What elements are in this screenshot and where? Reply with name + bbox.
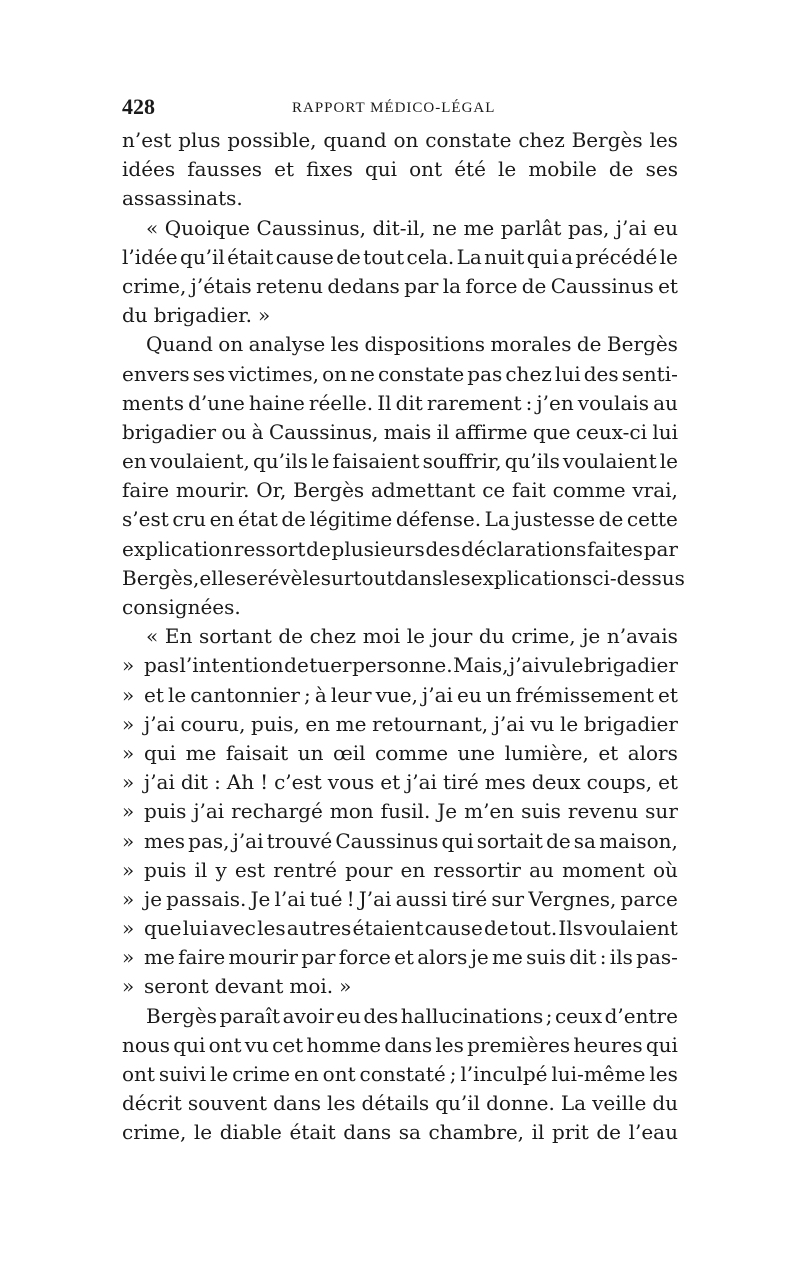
text-line: crime, le diable était dans sa chambre, il prit de l’eau bbox=[122, 1120, 678, 1145]
text-line: » j’ai dit : Ah ! c’est vous et j’ai tiré mes deux coups, et bbox=[122, 770, 678, 795]
text-line: » et le cantonnier ; à leur vue, j’ai eu un frémissement et bbox=[122, 682, 678, 707]
text-line: » seront devant moi. » bbox=[122, 974, 352, 999]
text-line: du brigadier. » bbox=[122, 303, 271, 328]
text-line: » pas l’intention de tuer personne. Mais, j’ai vu le brigadier bbox=[122, 653, 678, 678]
text-line: assassinats. bbox=[122, 186, 243, 211]
body-text bbox=[122, 126, 685, 1148]
text-line: s’est cru en état de légitime défense. La justesse de cette bbox=[122, 507, 678, 532]
text-line: n’est plus possible, quand on constate chez Bergès les bbox=[122, 128, 678, 152]
text-line: » puis il y est rentré pour en ressortir au moment où bbox=[122, 857, 678, 882]
text-line: « Quoique Caussinus, dit-il, ne me parlât pas, j’ai eu bbox=[146, 215, 678, 240]
text-line: » je passais. Je l’ai tué ! J’ai aussi tiré sur Vergnes, parce bbox=[122, 886, 678, 911]
text-line: idées fausses et fixes qui ont été le mobile de ses bbox=[122, 157, 678, 182]
page-header bbox=[122, 94, 678, 122]
text-line: » me faire mourir par force et alors je me suis dit : ils pas- bbox=[122, 945, 678, 970]
text-line: ont suivi le crime en ont constaté ; l’inculpé lui-même les bbox=[122, 1062, 678, 1086]
text-line: ments d’une haine réelle. Il dit rarement : j’en voulais au bbox=[122, 390, 678, 415]
text-line: Quand on analyse les dispositions morales de Bergès bbox=[146, 332, 678, 357]
text-line: explication ressort de plusieurs des déclarations faites par bbox=[122, 536, 678, 561]
page-number: 428 bbox=[122, 94, 155, 119]
text-line: Bergès, elle se révèle surtout dans les explications ci-dessus bbox=[122, 565, 685, 590]
text-line: décrit souvent dans les détails qu’il donne. La veille du bbox=[122, 1091, 678, 1116]
text-line: consignées. bbox=[122, 595, 241, 619]
text-line: en voulaient, qu’ils le faisaient souffrir, qu’ils voulaient le bbox=[122, 449, 678, 474]
text-line: » mes pas, j’ai trouvé Caussinus qui sortait de sa maison, bbox=[122, 828, 678, 853]
text-line: » que lui avec les autres étaient cause de tout. Ils voulaient bbox=[122, 916, 678, 941]
text-line: » qui me faisait un œil comme une lumière, et alors bbox=[122, 740, 678, 765]
text-line: envers ses victimes, on ne constate pas chez lui des senti- bbox=[122, 361, 678, 386]
text-line: brigadier ou à Caussinus, mais il affirme que ceux-ci lui bbox=[122, 419, 678, 444]
running-head: RAPPORT MÉDICO-LÉGAL bbox=[292, 100, 496, 116]
text-line: Bergès paraît avoir eu des hallucinations ; ceux d’entre bbox=[146, 1003, 678, 1028]
text-line: « En sortant de chez moi le jour du crime, je n’avais bbox=[146, 624, 678, 649]
text-line: l’idée qu’il était cause de tout cela. La nuit qui a précédé le bbox=[122, 244, 678, 269]
text-line: » j’ai couru, puis, en me retournant, j’ai vu le brigadier bbox=[122, 711, 678, 736]
text-line: crime, j’étais retenu dedans par la force de Caussinus et bbox=[122, 273, 678, 298]
text-line: nous qui ont vu cet homme dans les premières heures qui bbox=[122, 1032, 678, 1057]
text-line: faire mourir. Or, Bergès admettant ce fait comme vrai, bbox=[122, 478, 678, 503]
text-line: » puis j’ai rechargé mon fusil. Je m’en suis revenu sur bbox=[122, 799, 678, 824]
